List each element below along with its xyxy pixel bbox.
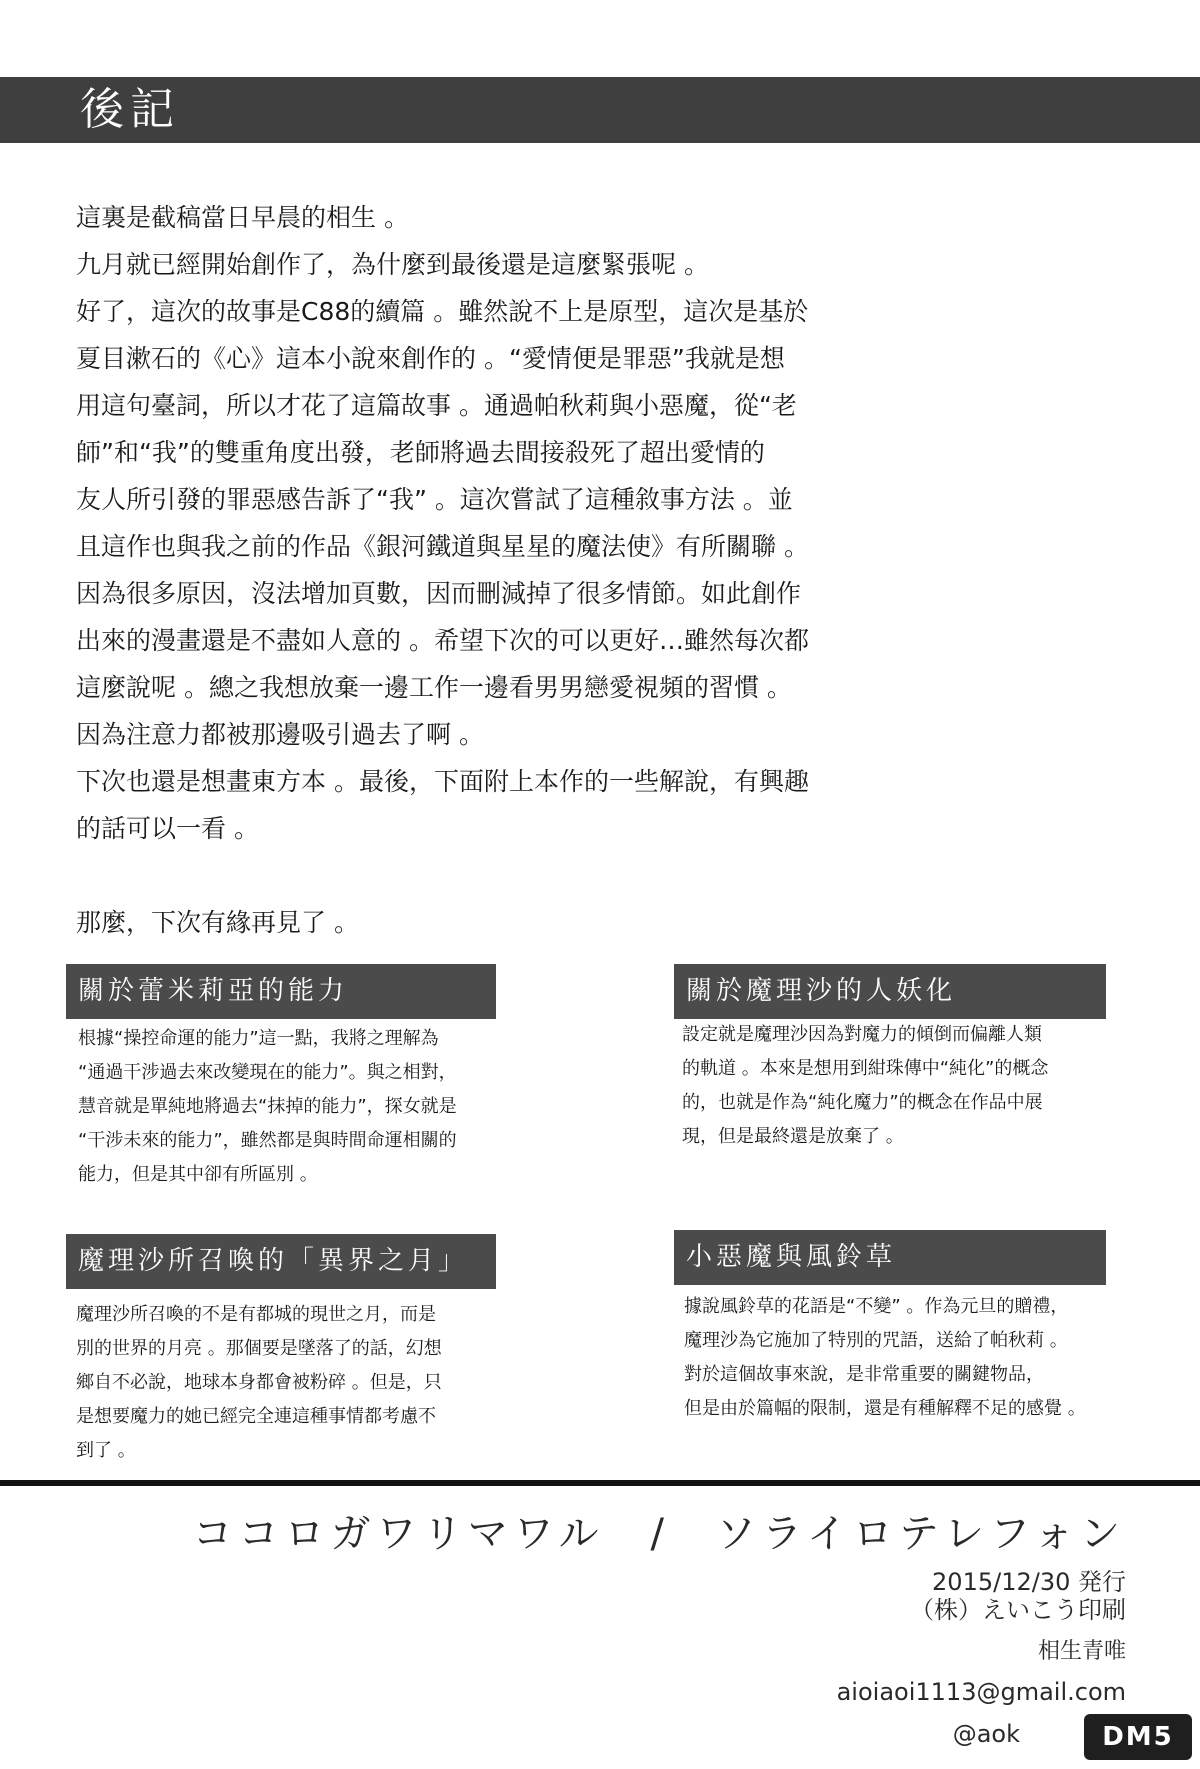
note-body	[682, 1018, 1048, 1154]
body-line: 師”和“我”的雙重角度出發，老師將過去間接殺死了超出愛情的	[76, 438, 765, 467]
note-line: “干涉未來的能力”，雖然都是與時間命運相關的	[78, 1130, 457, 1151]
note-line: 據說風鈴草的花語是“不變” 。作為元旦的贈禮，	[684, 1296, 1069, 1317]
note-line: 能力，但是其中卻有所區別 。	[78, 1164, 318, 1185]
note-title-bar	[66, 1234, 496, 1289]
note-title: 關於魔理沙的人妖化	[686, 976, 957, 1006]
note-line: 設定就是魔理沙因為對魔力的傾倒而偏離人類	[682, 1024, 1042, 1045]
note-line: 的，也就是作為“純化魔力”的概念在作品中展	[682, 1092, 1043, 1113]
author-name: 相生青唯	[1037, 1639, 1126, 1664]
closing-line: 那麼，下次有緣再見了 。	[76, 908, 359, 937]
body-line: 夏目漱石的《心》這本小說來創作的 。“愛情便是罪惡”我就是想	[76, 344, 785, 373]
body-line: 下次也還是想畫東方本 。最後，下面附上本作的一些解說，有興趣	[76, 767, 809, 796]
note-title-bar	[674, 1230, 1106, 1285]
note-line: 的軌道 。本來是想用到紺珠傳中“純化”的概念	[682, 1058, 1049, 1079]
divider	[0, 1480, 1200, 1486]
note-title: 小惡魔與風鈴草	[686, 1242, 897, 1272]
note-line: 根據“操控命運的能力”這一點，我將之理解為	[78, 1028, 439, 1049]
body-line: 友人所引發的罪惡感告訴了“我” 。這次嘗試了這種敘事方法 。並	[76, 485, 793, 514]
publish-date: 2015/12/30 発行	[932, 1568, 1126, 1596]
note-line: 鄉自不必說，地球本身都會被粉碎 。但是，只	[76, 1372, 442, 1393]
body-line: 這麼說呢 。總之我想放棄一邊工作一邊看男男戀愛視頻的習慣 。	[76, 673, 792, 702]
note-line: 到了 。	[76, 1440, 136, 1461]
author-email: aioiaoi1113@gmail.com	[836, 1678, 1126, 1706]
page-title: 後記	[80, 84, 180, 135]
note-line: “通過干涉過去來改變現在的能力”。與之相對，	[78, 1062, 457, 1083]
note-title-bar	[66, 964, 496, 1019]
body-line: 用這句臺詞，所以才花了這篇故事 。通過帕秋莉與小惡魔，從“老	[76, 391, 797, 420]
note-line: 別的世界的月亮 。那個要是墜落了的話，幻想	[76, 1338, 442, 1359]
body-line: 且這作也與我之前的作品《銀河鐵道與星星的魔法使》有所關聯 。	[76, 532, 809, 561]
note-line: 魔理沙所召喚的不是有都城的現世之月，而是	[76, 1304, 436, 1325]
body-line: 因為注意力都被那邊吸引過去了啊 。	[76, 720, 484, 749]
afterword-body	[76, 194, 1116, 946]
body-line: 因為很多原因，沒法增加頁數，因而刪減掉了很多情節。如此創作	[76, 579, 802, 608]
header-bar	[0, 77, 1200, 143]
note-line: 但是由於篇幅的限制，還是有種解釋不足的感覺 。	[684, 1398, 1086, 1419]
note-body	[78, 1022, 457, 1192]
note-line: 是想要魔力的她已經完全連這種事情都考慮不	[76, 1406, 436, 1427]
body-line: 九月就已經開始創作了，為什麼到最後還是這麼緊張呢 。	[76, 250, 709, 279]
note-line: 魔理沙為它施加了特別的咒語，送給了帕秋莉 。	[684, 1330, 1068, 1351]
note-body	[76, 1298, 442, 1468]
note-body	[684, 1290, 1086, 1426]
body-line: 這裏是截稿當日早晨的相生 。	[76, 203, 409, 232]
note-title: 魔理沙所召喚的「異界之月」	[78, 1246, 469, 1276]
paragraph-gap	[76, 852, 1116, 899]
watermark-logo: DM5	[1084, 1714, 1192, 1760]
body-line: 好了，這次的故事是C88的續篇 。雖然說不上是原型，這次是基於	[76, 297, 809, 326]
colophon-title: ココロガワリマワル / ソライロテレフォン	[192, 1511, 1126, 1557]
note-line: 對於這個故事來說，是非常重要的關鍵物品，	[684, 1364, 1044, 1385]
body-line: 的話可以一看 。	[76, 814, 259, 843]
note-title-bar	[674, 964, 1106, 1019]
note-title: 關於蕾米莉亞的能力	[78, 976, 349, 1006]
printer-name: （株）えいこう印刷	[910, 1596, 1126, 1624]
body-line: 出來的漫畫還是不盡如人意的 。希望下次的可以更好…雖然每次都	[76, 626, 809, 655]
author-twitter: @aok	[952, 1720, 1020, 1748]
note-line: 慧音就是單純地將過去“抹掉的能力”，探女就是	[78, 1096, 457, 1117]
note-line: 現，但是最終還是放棄了 。	[682, 1126, 904, 1147]
